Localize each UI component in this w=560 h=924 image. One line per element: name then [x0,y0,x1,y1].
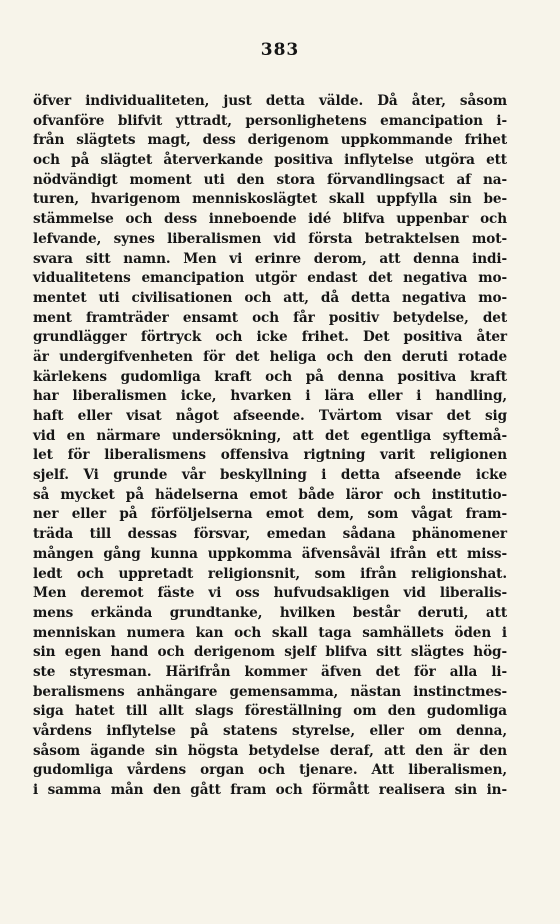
page-number: 383 [260,40,300,60]
text-line: let för liberalismens offensiva rigtning varit religionen [33,447,507,464]
text-line: Men deremot fäste vi oss hufvudsakligen vid liberalis- [33,585,507,602]
text-line: och på slägtet återverkande positiva inflytelse utgöra ett [33,152,507,169]
text-line: ofvanföre blifvit yttradt, personlighetens emancipation i- [33,112,507,129]
text-line: gudomliga vårdens organ och tjenare. Att liberalismen, [33,762,507,779]
text-line: träda till dessas försvar, emedan sådana phänomener [33,526,507,543]
text-line: turen, hvarigenom menniskoslägtet skall uppfylla sin be- [33,191,507,208]
text-line: vid en närmare undersökning, att det egentliga syftemå- [33,427,507,444]
text-line: sjelf. Vi grunde vår beskyllning i detta afseende icke [33,467,507,484]
text-line: från slägtets magt, dess derigenom uppkommande frihet [33,132,507,149]
text-line: mentet uti civilisationen och att, då detta negativa mo- [33,289,507,306]
text-line: svara sitt namn. Men vi erinre derom, att denna indi- [33,250,507,267]
text-line: i samma mån den gått fram och förmått realisera sin in- [33,782,507,799]
text-line: så mycket på hädelserna emot både läror och institutio- [33,486,507,503]
text-line: lefvande, synes liberalismen vid första betraktelsen mot- [33,230,507,247]
text-line: ste styresman. Härifrån kommer äfven det för alla li- [33,663,507,680]
text-line: har liberalismen icke, hvarken i lära eller i handling, [33,388,507,405]
text-line: stämmelse och dess inneboende idé blifva uppenbar och [33,211,507,228]
text-line: ledt och uppretadt religionsnit, som ifrån religionshat. [33,565,507,582]
text-line: grundlägger förtryck och icke frihet. Det positiva åter [33,329,507,346]
text-line: mens erkända grundtanke, hvilken består deruti, att [33,604,507,621]
text-line: sin egen hand och derigenom sjelf blifva sitt slägtes hög- [33,644,507,661]
text-line: menniskan numera kan och skall taga samhällets öden i [33,624,507,641]
text-line: ment framträder ensamt och får positiv betydelse, det [33,309,507,326]
text-line: såsom ägande sin högsta betydelse deraf, att den är den [33,742,507,759]
text-line: vårdens inflytelse på statens styrelse, eller om denna, [33,723,507,739]
text-line: mången gång kunna uppkomma äfvensåväl ifrån ett miss- [33,545,507,562]
text-line: haft eller visat något afseende. Tvärtom visar det sig [33,408,507,424]
text-line: kärlekens gudomliga kraft och på denna positiva kraft [33,368,507,385]
text-line: siga hatet till allt slags föreställning om den gudomliga [33,703,507,720]
text-line: nödvändigt moment uti den stora förvandlingsact af na- [33,171,507,188]
text-line: vidualitetens emancipation utgör endast det negativa mo- [33,270,507,287]
text-line: öfver individualiteten, just detta välde. Då åter, såsom [33,93,507,109]
body-text [33,92,507,801]
text-line: beralismens anhängare gemensamma, nästan instinctmes- [33,683,507,700]
text-line: ner eller på förföljelserna emot dem, som vågat fram- [33,506,507,523]
text-line: är undergifvenheten för det heliga och den deruti rotade [33,348,507,365]
